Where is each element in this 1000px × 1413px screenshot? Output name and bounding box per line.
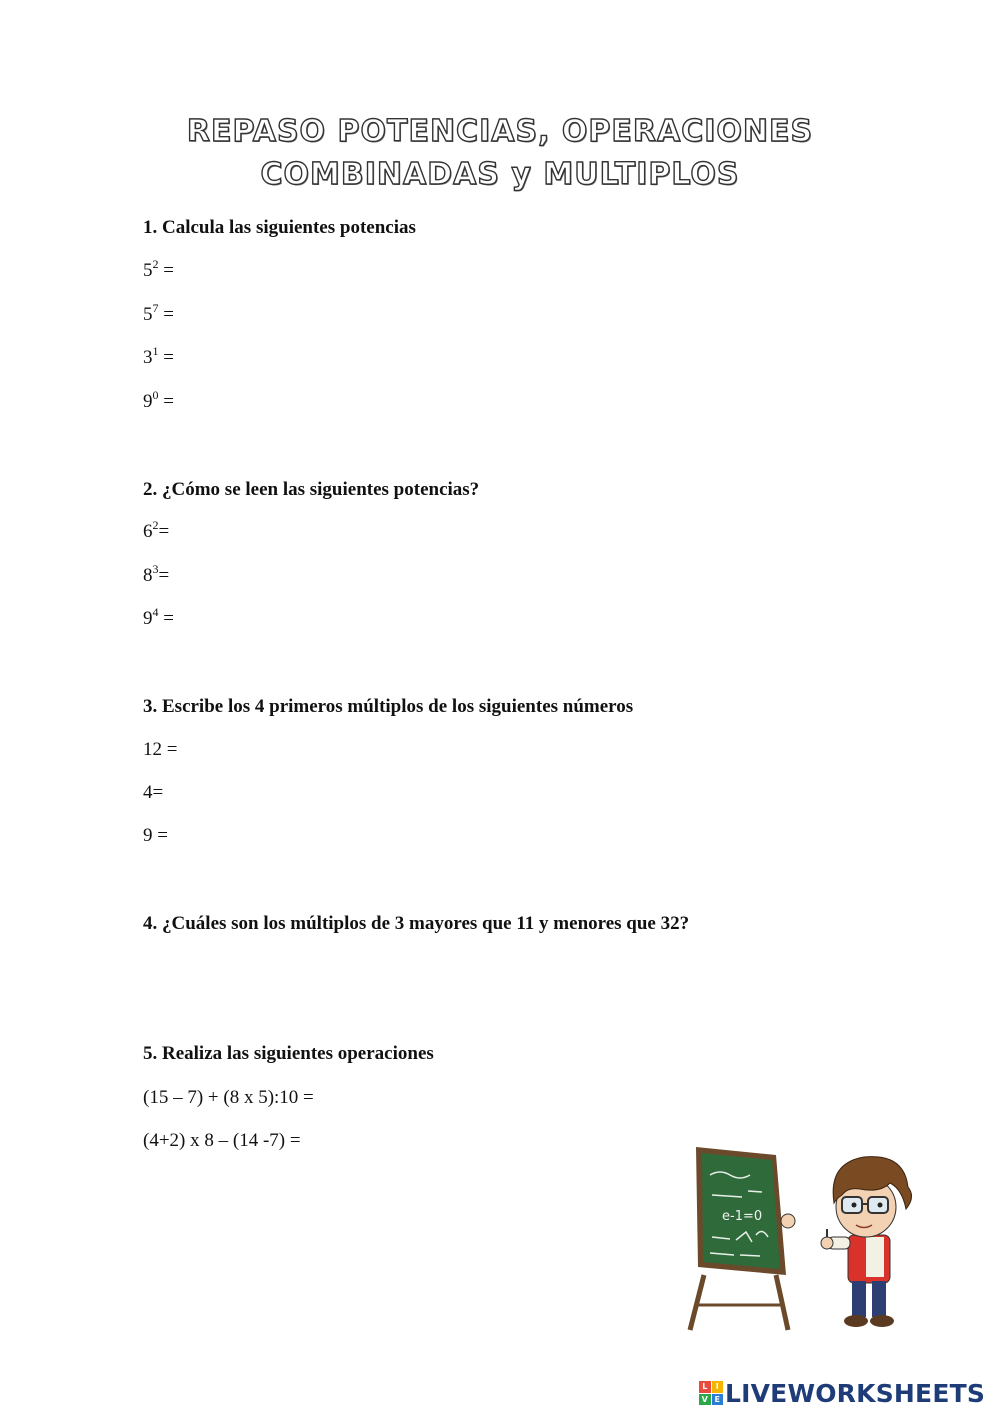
question-1-title: 1. Calcula las siguientes potencias bbox=[143, 217, 416, 238]
question-2-title: 2. ¿Cómo se leen las siguientes potencias? bbox=[143, 479, 480, 500]
power-item: $9^4$ = bbox=[143, 605, 174, 629]
operation-item: (4+2) x 8 – (14 -7) = bbox=[143, 1130, 301, 1151]
worksheet-title-line-1: REPASO POTENCIAS, OPERACIONES bbox=[186, 114, 814, 149]
logo-badge-icon: L I V E bbox=[699, 1381, 723, 1405]
multiples-item: 9 = bbox=[143, 825, 168, 846]
worksheet-title-line-2: COMBINADAS y MULTIPLOS bbox=[260, 157, 740, 192]
liveworksheets-logo bbox=[699, 1379, 985, 1407]
student-with-chalkboard-icon bbox=[676, 1125, 931, 1335]
multiples-item: 12 = bbox=[143, 739, 178, 760]
power-item: $3^1$ = bbox=[143, 344, 174, 368]
question-3-title: 3. Escribe los 4 primeros múltiplos de los siguientes números bbox=[143, 696, 634, 717]
multiples-item: 4= bbox=[143, 782, 164, 803]
power-item: $5^2$ = bbox=[143, 257, 174, 281]
power-item: $6^2=$ bbox=[143, 518, 170, 542]
question-5-title: 5. Realiza las siguientes operaciones bbox=[143, 1043, 434, 1064]
power-item: $8^3=$ bbox=[143, 562, 170, 586]
power-item: $5^7$ = bbox=[143, 301, 174, 325]
question-4-title: 4. ¿Cuáles son los múltiplos de 3 mayores que 11 y menores que 32? bbox=[143, 913, 690, 934]
logo-text: LIVEWORKSHEETS bbox=[725, 1378, 986, 1408]
operation-item: (15 – 7) + (8 x 5):10 = bbox=[143, 1087, 314, 1108]
blackboard-formula: e-1=0 bbox=[722, 1209, 763, 1224]
power-item: $9^0$ = bbox=[143, 388, 174, 412]
